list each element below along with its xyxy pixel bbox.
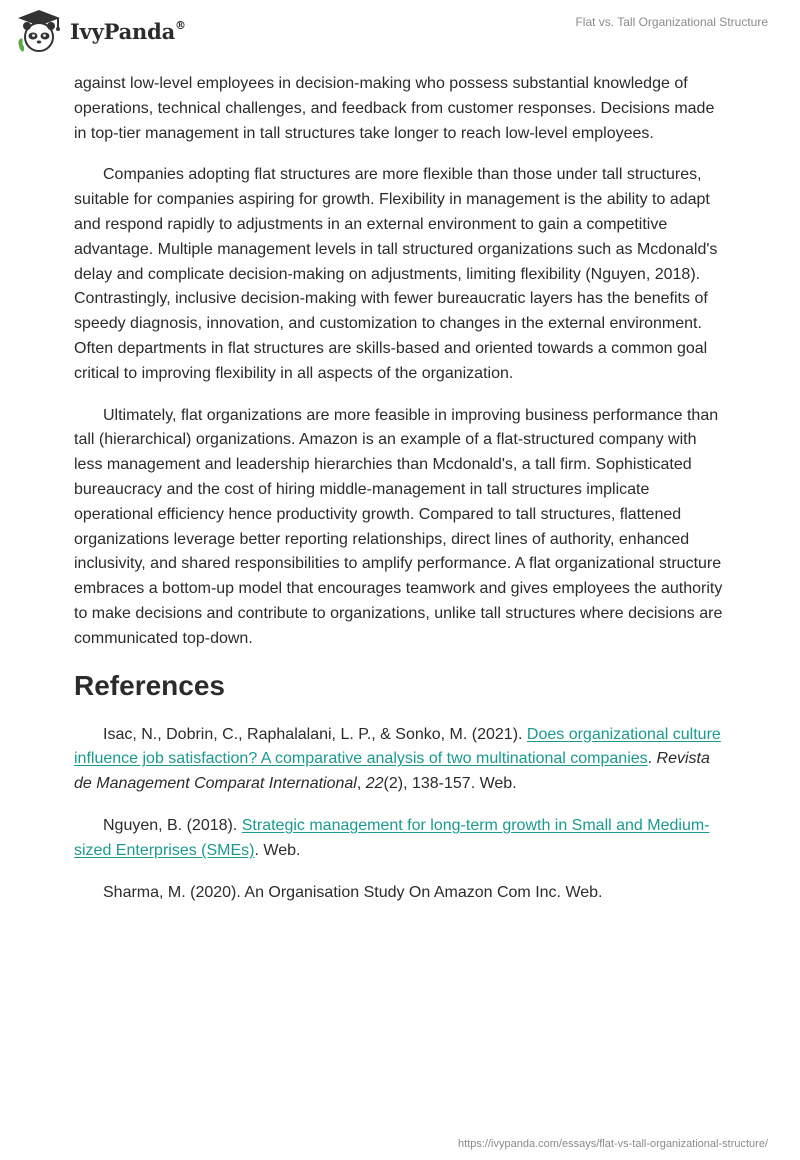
ivypanda-logo[interactable] xyxy=(14,8,186,54)
panda-graduate-icon xyxy=(14,8,64,54)
reference-item: Isac, N., Dobrin, C., Raphalalani, L. P., & Sonko, M. (2021). Does organizational culture influence job satisfaction? A comparative analysis of two multinational companies. Revista de Management Comparat International, 22(2), 138-157. Web. xyxy=(74,725,721,793)
paragraph: against low-level employees in decision-making who possess substantial knowledge of operations, technical challenges, and feedback from customer responses. Decisions made in top-tier management in tall structures take longer to reach low-level employees. xyxy=(74,75,715,142)
reference-link[interactable]: Strategic management for long-term growth in Small and Medium-sized Enterprises (SMEs) xyxy=(74,816,710,859)
page-header xyxy=(0,0,800,62)
logo-wordmark: IvyPanda® xyxy=(70,18,186,44)
footer-url[interactable]: https://ivypanda.com/essays/flat-vs-tall-organizational-structure/ xyxy=(458,1138,768,1150)
essay-body xyxy=(74,72,726,922)
references-heading: References xyxy=(74,669,225,701)
reference-item: Sharma, M. (2020). An Organisation Study On Amazon Com Inc. Web. xyxy=(103,883,603,901)
paragraph: Ultimately, flat organizations are more feasible in improving business performance than tall (hierarchical) organizations. Amazon is an example of a flat-structured company with less management and leadership hierarchies than Mcdonald's, a tall firm. Sophisticated bureaucracy and the cost of hiring middle-management in tall structures implicate operational efficiency hence productivity growth. Compared to tall structures, flattened organizations leverage better reporting relationships, direct lines of authority, enhanced inclusivity, and shared responsibilities to amplify performance. A flat organizational structure embraces a bottom-up model that encourages teamwork and gives employees the authority to make decisions and contribute to organizations, unlike tall structures where decisions are communicated top-down. xyxy=(74,406,723,647)
reference-link[interactable]: Does organizational culture influence job satisfaction? A comparative analysis of two multinational companies xyxy=(74,725,721,768)
document-title: Flat vs. Tall Organizational Structure xyxy=(575,15,768,29)
reference-item: Nguyen, B. (2018). Strategic management for long-term growth in Small and Medium-sized Enterprises (SMEs). Web. xyxy=(74,816,710,859)
paragraph: Companies adopting flat structures are more flexible than those under tall structures, suitable for companies aspiring for growth. Flexibility in management is the ability to adapt and respond rapidly to adjustments in an external environment to gain a competitive advantage. Multiple management levels in tall structured organizations such as Mcdonald's delay and complicate decision-making on adjustments, limiting flexibility (Nguyen, 2018). Contrastingly, inclusive decision-making with fewer bureaucratic layers has the benefits of speedy diagnosis, innovation, and customization to changes in the external environment. Often departments in flat structures are skills-based and oriented towards a common goal critical to improving flexibility in all aspects of the organization. xyxy=(74,166,718,382)
